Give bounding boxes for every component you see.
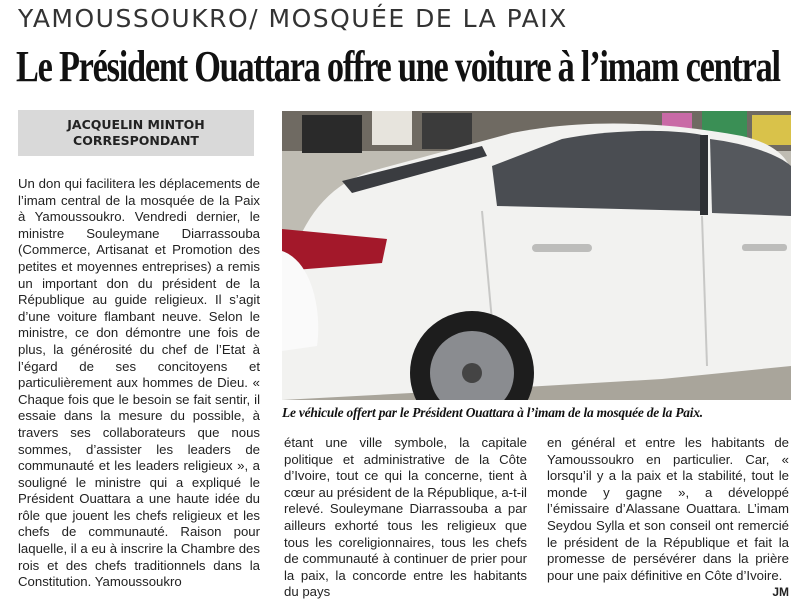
column-2-text: étant une ville symbole, la capitale politique et administrative de la Côte d’Ivoire, tout ce qui la concerne, tient à cœur au président de la République, a-t-il relevé. Souleymane Diarrassouba a par ailleurs exhorté tous les religieux que tous les coreligionnaires, tous les chefs de communauté à continuer de prier pour la paix, la concorde entre les habitants du pays	[284, 435, 527, 600]
author-signature: JM	[772, 585, 789, 600]
article-column-2	[284, 435, 527, 601]
byline-name: JACQUELIN MINTOH	[67, 117, 205, 132]
white-car-photo-icon	[282, 111, 791, 400]
car-photo	[282, 111, 791, 400]
column-3-body: en général et entre les habitants de Yamoussoukro en particulier. Car, « lorsqu’il y a la paix et la stabilité, tout le monde y gagne », a développé l’émissaire d’Alassane Ouattara. L’imam Seydou Sylla et son conseil ont remercié le président de la République et fait la promesse de persévérer dans la prière pour une paix définitive en Côte d’Ivoire.	[547, 435, 789, 583]
article-column-3	[547, 435, 789, 601]
article-column-1	[18, 176, 260, 591]
byline-role: CORRESPONDANT	[73, 133, 199, 148]
column-3-text	[547, 435, 789, 600]
photo-caption: Le véhicule offert par le Président Ouattara à l’imam de la mosquée de la Paix.	[282, 405, 703, 420]
article-headline: Le Président Ouattara offre une voiture à l’imam central	[16, 42, 780, 91]
column-1-text: Un don qui facilitera les déplacements de l’imam central de la mosquée de la Paix à Yamoussoukro. Vendredi dernier, le ministre Souleymane Diarrassouba (Commerce, Artisanat et Promotion des petites et moyennes entreprises) a remis un important don du président de la République au guide religieux. Il s’agit d’une voiture flambant neuve. Selon le ministre, ce don démontre une fois de plus, la générosité du chef de l’Etat à l’égard de ses concitoyens et particulièrement aux hommes de Dieu. « Chaque fois que le besoin se fait sentir, il essaie dans la mesure du possible, à travers ses collaborateurs que nous sommes, d’assister les leaders de communauté et les leaders religieux », a souligné le ministre qui a expliqué le Président Ouattara a une haute idée du rôle que jouent les chefs religieux et les chefs de communauté. Raison pour laquelle, il a eu à inscrire la Chambre des rois et des chefs traditionnels dans la Constitution. Yamoussoukro	[18, 176, 260, 590]
article-kicker: YAMOUSSOUKRO/ MOSQUÉE DE LA PAIX	[18, 4, 568, 33]
byline-box	[18, 110, 254, 156]
